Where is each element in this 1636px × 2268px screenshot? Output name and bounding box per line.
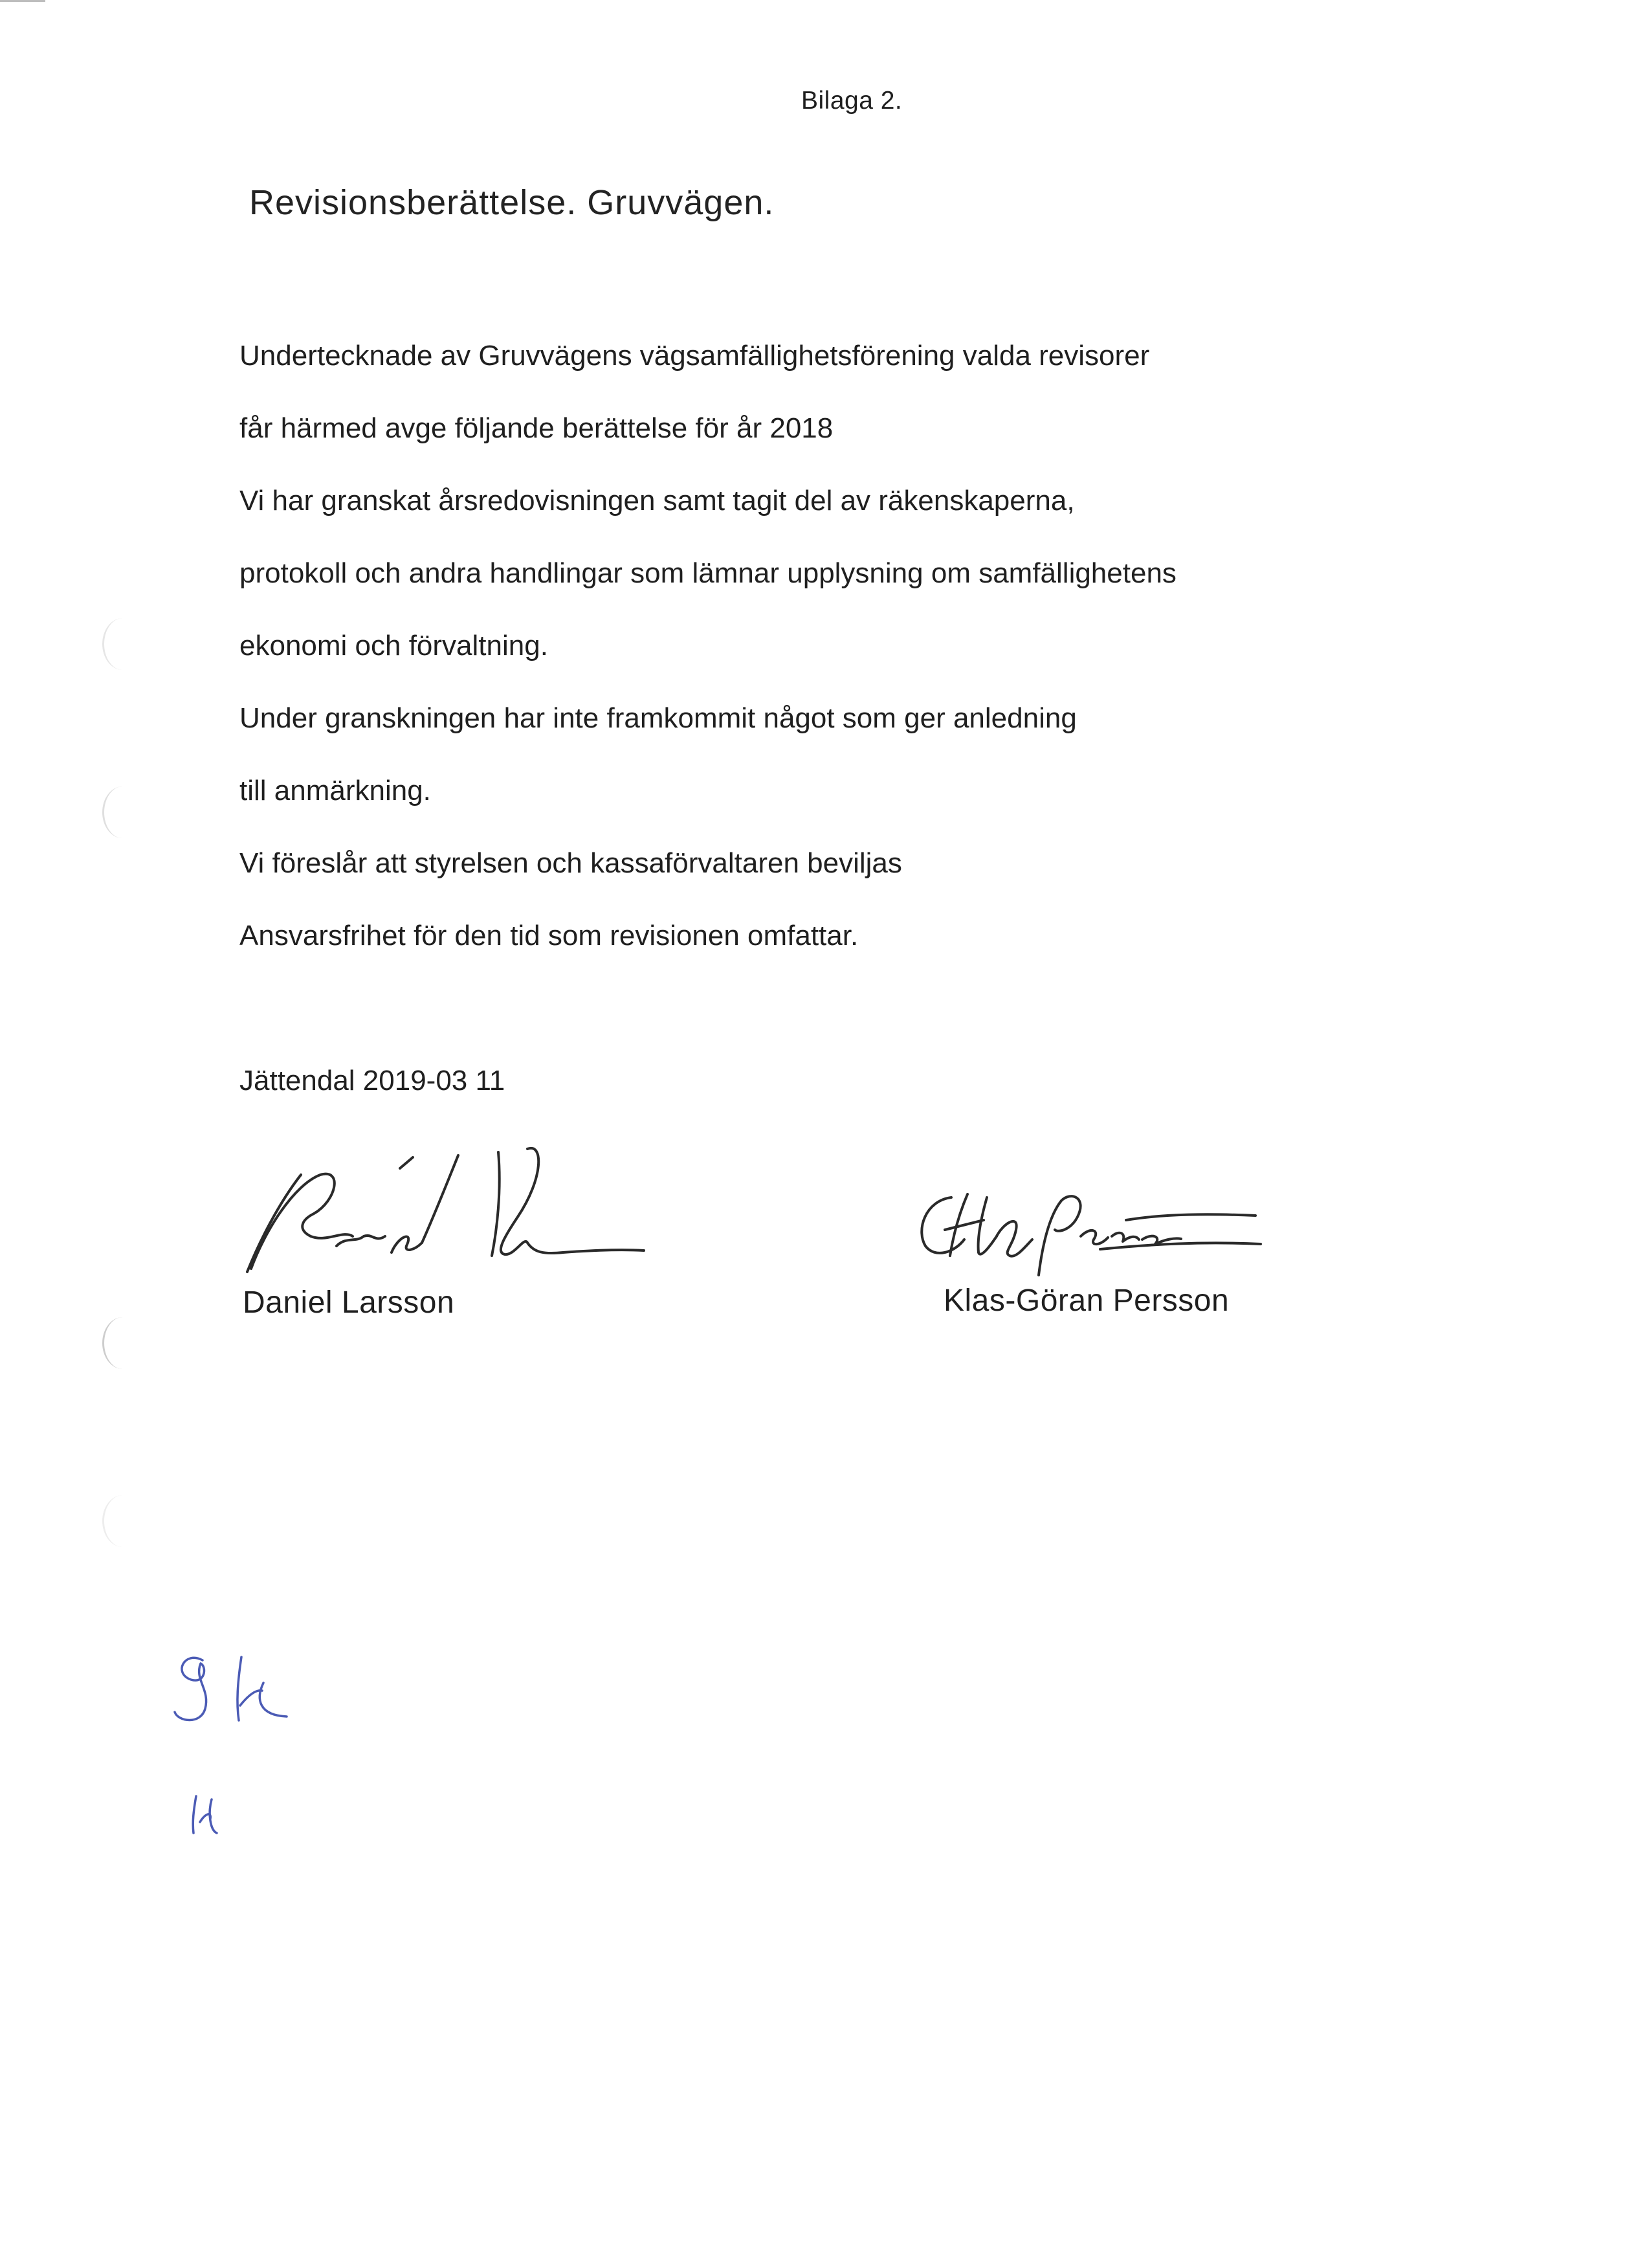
scan-edge-mark [0,0,45,2]
body-line: Undertecknade av Gruvvägens vägsamfällighetsförening valda revisorer [239,340,1150,372]
signature-daniel-larsson [239,1139,654,1288]
punch-hole-mark [102,618,143,670]
document-body [239,337,1404,989]
signature-klas-goran-persson [906,1184,1268,1282]
body-line: till anmärkning. [239,775,431,806]
body-line: får härmed avge följande berättelse för år 2018 [239,412,834,444]
signer-name: Daniel Larsson [243,1285,455,1320]
signer-name: Klas-Göran Persson [944,1284,1230,1318]
punch-hole-mark [102,1495,143,1547]
body-line: Under granskningen har inte framkommit något som ger anledning [239,702,1077,734]
body-line: Ansvarsfrihet för den tid som revisionen omfattar. [239,920,859,951]
place-date: Jättendal 2019-03 11 [239,1065,505,1096]
signature-scribble-icon [239,1139,654,1288]
punch-hole-mark [102,1317,143,1369]
initials-scribble-icon [165,1644,320,1858]
appendix-label: Bilaga 2. [801,87,903,115]
body-line: Vi föreslår att styrelsen och kassaförvaltaren beviljas [239,847,902,879]
punch-hole-mark [102,786,143,838]
document-title: Revisionsberättelse. Gruvvägen. [249,183,775,222]
signature-scribble-icon [906,1184,1268,1282]
body-line: Vi har granskat årsredovisningen samt tagit del av räkenskaperna, [239,485,1075,517]
body-line: ekonomi och förvaltning. [239,630,548,662]
handwritten-initials [165,1644,320,1861]
body-line: protokoll och andra handlingar som lämnar upplysning om samfällighetens [239,557,1177,589]
